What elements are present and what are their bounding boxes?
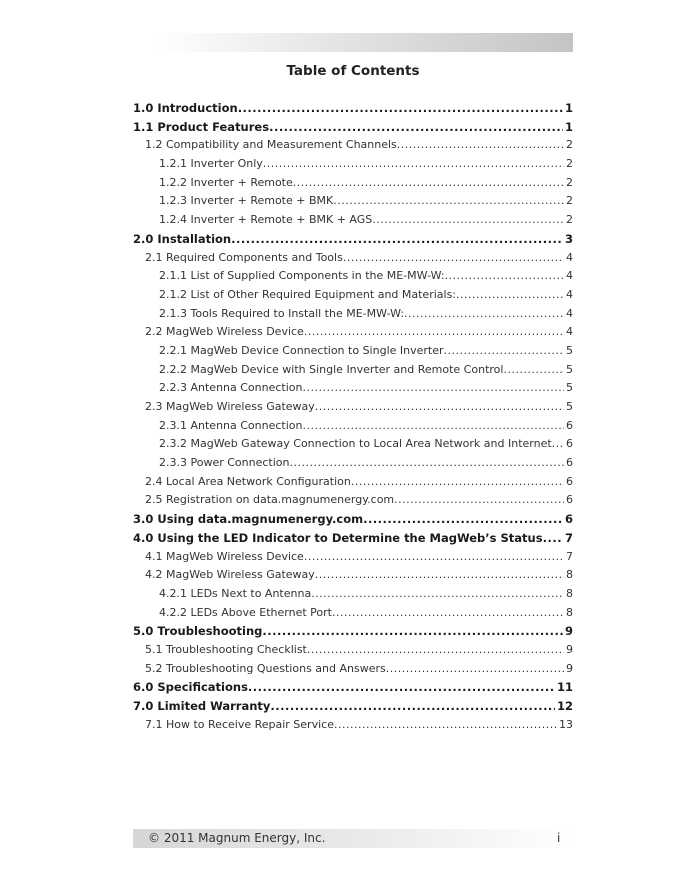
toc-leader-dots xyxy=(311,587,564,600)
toc-leader-dots xyxy=(543,531,563,545)
toc-entry[interactable] xyxy=(133,101,573,120)
toc-entry-title: 2.0 Installation xyxy=(133,231,232,246)
toc-entry-page: 4 xyxy=(566,287,573,301)
toc-entry-title: 2.3.3 Power Connection xyxy=(159,456,290,470)
toc-entry[interactable] xyxy=(133,232,573,251)
toc-entry[interactable] xyxy=(133,251,573,270)
toc-entry-page: 6 xyxy=(566,456,573,470)
toc-leader-dots xyxy=(304,550,564,563)
toc-leader-dots xyxy=(333,194,564,207)
toc-entry-title: 2.1.1 List of Supplied Components in the ME-MW-W: xyxy=(159,269,445,283)
toc-entry[interactable] xyxy=(133,531,573,550)
toc-leader-dots xyxy=(302,419,564,432)
toc-entry-title: 2.3.2 MagWeb Gateway Connection to Local Area Network and Internet xyxy=(159,437,552,451)
table-of-contents xyxy=(133,101,573,736)
page-title: Table of Contents xyxy=(286,63,420,79)
toc-leader-dots xyxy=(334,718,557,731)
toc-entry[interactable] xyxy=(133,120,573,139)
toc-entry-page: 8 xyxy=(566,568,573,582)
toc-entry[interactable] xyxy=(133,512,573,531)
toc-entry-title: 2.3 MagWeb Wireless Gateway xyxy=(145,400,315,413)
toc-entry-page: 13 xyxy=(559,717,573,731)
toc-entry-page: 6 xyxy=(566,437,573,451)
toc-entry-page: 1 xyxy=(564,119,573,134)
toc-leader-dots xyxy=(404,307,564,320)
toc-entry-page: 5 xyxy=(566,343,573,357)
toc-entry-title: 1.1 Product Features xyxy=(133,119,270,134)
toc-leader-dots xyxy=(386,662,564,675)
toc-entry-page: 2 xyxy=(566,138,573,152)
toc-entry-title: 2.1.3 Tools Required to Install the ME-MW-W: xyxy=(159,306,405,320)
toc-leader-dots xyxy=(351,475,564,488)
toc-leader-dots xyxy=(363,512,563,526)
toc-entry-title: 1.2.1 Inverter Only xyxy=(159,157,263,171)
toc-leader-dots xyxy=(445,269,564,282)
toc-leader-dots xyxy=(248,680,555,694)
toc-entry-title: 1.2.4 Inverter + Remote + BMK + AGS xyxy=(159,213,373,227)
toc-entry-page: 7 xyxy=(566,549,573,563)
toc-entry-title: 4.0 Using the LED Indicator to Determine the MagWeb’s Status xyxy=(133,530,543,545)
toc-entry[interactable] xyxy=(133,493,573,512)
toc-entry-title: 4.2.1 LEDs Next to Antenna xyxy=(159,586,312,600)
toc-entry-page: 9 xyxy=(566,642,573,656)
toc-entry-title: 2.1.2 List of Other Required Equipment and Materials: xyxy=(159,287,457,301)
toc-entry-page: 1 xyxy=(564,101,573,115)
toc-entry[interactable] xyxy=(133,587,573,606)
toc-entry[interactable] xyxy=(133,456,573,475)
toc-entry[interactable] xyxy=(133,437,573,456)
toc-entry-page: 6 xyxy=(566,493,573,507)
toc-leader-dots xyxy=(397,138,564,151)
toc-entry-title: 2.4 Local Area Network Configuration xyxy=(145,474,351,488)
toc-entry-title: 6.0 Specifications xyxy=(133,680,248,695)
toc-entry-page: 5 xyxy=(566,381,573,395)
toc-entry-title: 5.0 Troubleshooting xyxy=(133,624,263,639)
toc-leader-dots xyxy=(289,456,564,469)
toc-leader-dots xyxy=(372,213,564,226)
toc-leader-dots xyxy=(304,325,564,338)
toc-entry-page: 6 xyxy=(566,418,573,432)
toc-entry[interactable] xyxy=(133,307,573,326)
toc-entry[interactable] xyxy=(133,568,573,587)
toc-leader-dots xyxy=(456,288,564,301)
toc-entry[interactable] xyxy=(133,138,573,157)
toc-entry-title: 1.2.3 Inverter + Remote + BMK xyxy=(159,194,334,208)
toc-entry-title: 5.2 Troubleshooting Questions and Answers xyxy=(145,661,386,675)
toc-entry-title: 2.2.1 MagWeb Device Connection to Single Inverter xyxy=(159,343,444,357)
toc-entry-page: 4 xyxy=(566,250,573,264)
toc-entry-page: 6 xyxy=(564,512,573,527)
toc-entry-title: 5.1 Troubleshooting Checklist xyxy=(145,642,307,656)
footer-copyright: © 2011 Magnum Energy, Inc. xyxy=(148,831,326,845)
toc-entry-title: 1.0 Introduction xyxy=(133,101,238,115)
toc-entry-title: 4.2 MagWeb Wireless Gateway xyxy=(145,568,315,582)
toc-entry-title: 7.1 How to Receive Repair Service xyxy=(145,717,334,731)
toc-entry-page: 3 xyxy=(564,231,573,246)
toc-leader-dots xyxy=(231,232,563,246)
toc-entry-page: 2 xyxy=(566,175,573,189)
toc-entry[interactable] xyxy=(133,213,573,232)
toc-entry-page: 12 xyxy=(556,699,573,713)
toc-leader-dots xyxy=(503,363,564,376)
toc-leader-dots xyxy=(332,606,564,619)
toc-leader-dots xyxy=(263,157,564,170)
toc-leader-dots xyxy=(262,624,563,638)
toc-entry-title: 2.5 Registration on data.magnumenergy.com xyxy=(145,493,395,507)
toc-entry[interactable] xyxy=(133,662,573,681)
toc-entry[interactable] xyxy=(133,194,573,213)
toc-entry-title: 2.2 MagWeb Wireless Device xyxy=(145,325,304,339)
toc-leader-dots xyxy=(269,120,563,134)
toc-entry[interactable] xyxy=(133,381,573,400)
toc-entry-page: 8 xyxy=(566,586,573,600)
toc-leader-dots xyxy=(444,344,564,357)
toc-entry-page: 4 xyxy=(566,325,573,339)
toc-entry-title: 1.2.2 Inverter + Remote xyxy=(159,175,293,189)
toc-entry-title: 2.2.3 Antenna Connection xyxy=(159,381,303,395)
toc-entry-title: 4.1 MagWeb Wireless Device xyxy=(145,549,304,563)
toc-leader-dots xyxy=(302,381,564,394)
footer-page-number: i xyxy=(557,831,561,845)
toc-entry-page: 2 xyxy=(566,157,573,171)
toc-entry-page: 5 xyxy=(566,362,573,376)
toc-entry-page: 2 xyxy=(566,213,573,227)
toc-entry[interactable] xyxy=(133,157,573,176)
toc-entry-page: 4 xyxy=(566,269,573,283)
toc-entry[interactable] xyxy=(133,643,573,662)
toc-entry-page: 6 xyxy=(566,474,573,488)
toc-entry-page: 9 xyxy=(564,624,573,639)
toc-entry[interactable] xyxy=(133,363,573,382)
toc-entry[interactable] xyxy=(133,176,573,195)
toc-entry-page: 9 xyxy=(566,661,573,675)
toc-entry[interactable] xyxy=(133,475,573,494)
toc-leader-dots xyxy=(343,251,564,264)
toc-entry-page: 11 xyxy=(556,680,573,695)
toc-entry-title: 2.1 Required Components and Tools xyxy=(145,250,343,264)
toc-entry-page: 4 xyxy=(566,306,573,320)
toc-entry[interactable] xyxy=(133,344,573,363)
toc-entry-title: 2.2.2 MagWeb Device with Single Inverter and Remote Control xyxy=(159,362,504,376)
toc-entry-title: 7.0 Limited Warranty xyxy=(133,699,271,713)
toc-entry[interactable] xyxy=(133,699,573,718)
toc-entry-page: 8 xyxy=(566,605,573,619)
toc-entry-page: 2 xyxy=(566,194,573,208)
toc-entry[interactable] xyxy=(133,624,573,643)
toc-entry-title: 1.2 Compatibility and Measurement Channels xyxy=(145,138,397,152)
toc-leader-dots xyxy=(315,568,564,581)
toc-entry[interactable] xyxy=(133,550,573,569)
toc-entry-title: 2.3.1 Antenna Connection xyxy=(159,418,303,432)
toc-leader-dots xyxy=(293,176,564,189)
toc-entry-page: 7 xyxy=(564,530,573,545)
toc-leader-dots xyxy=(315,400,564,413)
toc-leader-dots xyxy=(238,101,563,115)
toc-entry[interactable] xyxy=(133,400,573,419)
toc-entry[interactable] xyxy=(133,269,573,288)
toc-leader-dots xyxy=(307,643,564,656)
toc-leader-dots xyxy=(552,437,564,450)
toc-entry[interactable] xyxy=(133,325,573,344)
toc-entry[interactable] xyxy=(133,606,573,625)
header-bar xyxy=(157,33,573,52)
toc-leader-dots xyxy=(394,493,564,506)
toc-leader-dots xyxy=(270,699,555,713)
toc-entry-page: 5 xyxy=(566,400,573,413)
toc-entry[interactable] xyxy=(133,680,573,699)
toc-entry[interactable] xyxy=(133,288,573,307)
toc-entry[interactable] xyxy=(133,718,573,737)
toc-entry[interactable] xyxy=(133,419,573,438)
toc-entry-title: 4.2.2 LEDs Above Ethernet Port xyxy=(159,605,332,619)
toc-entry-title: 3.0 Using data.magnumenergy.com xyxy=(133,512,364,527)
